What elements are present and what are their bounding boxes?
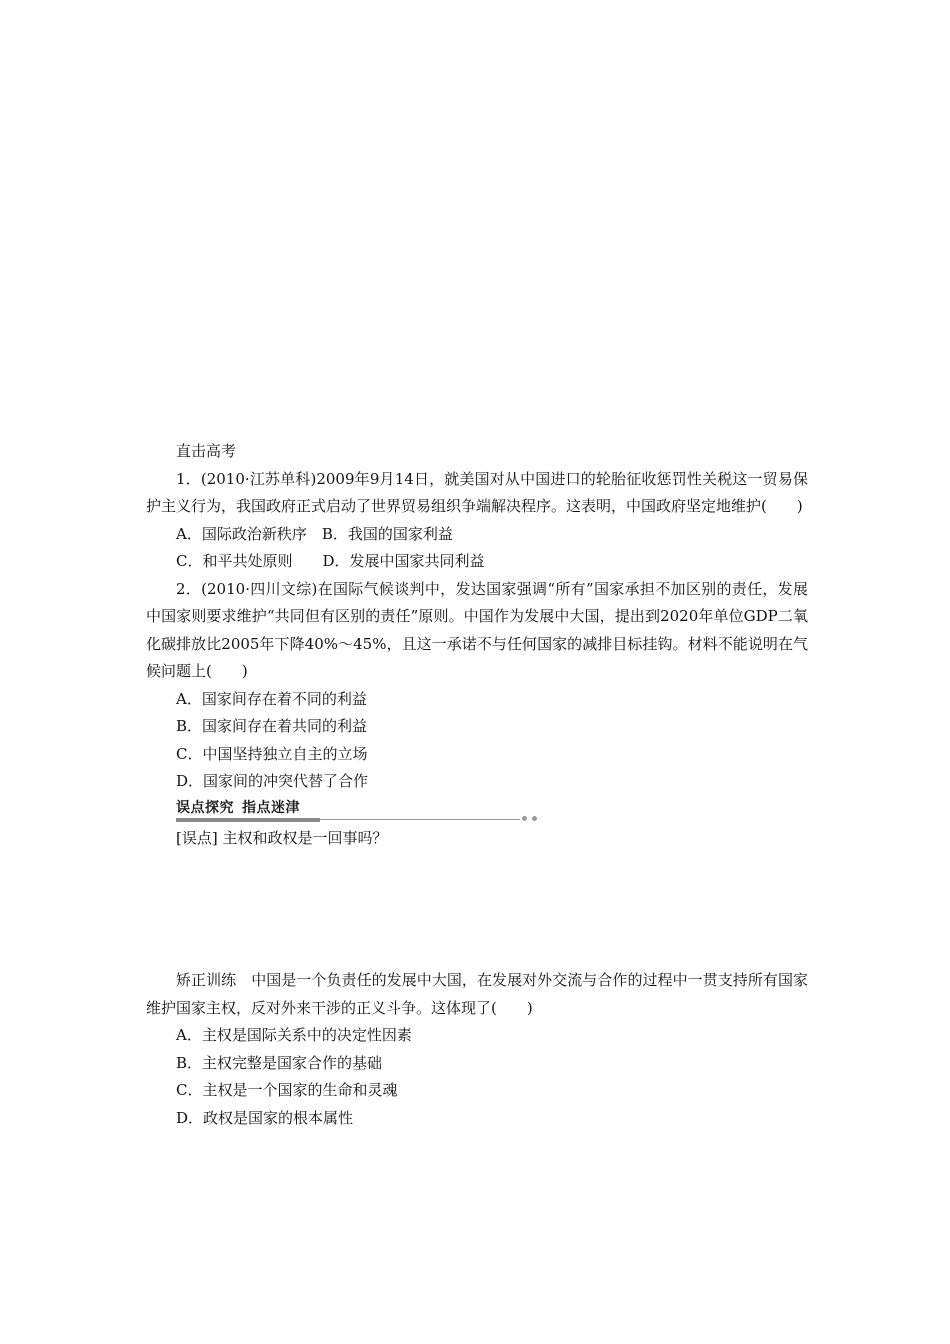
section-banner-thick-rule xyxy=(176,818,320,822)
section-banner-thin-rule xyxy=(320,819,520,820)
section-banner-title-part2: 指点迷津 xyxy=(242,799,300,816)
section-banner-title xyxy=(176,799,300,817)
section-banner-title-part1: 误点探究 xyxy=(176,799,234,816)
question-2-stem: 2．(2010·四川文综)在国际气候谈判中，发达国家强调“所有”国家承担不加区别的责任，发展中国家则要求维护“共同但有区别的责任”原则。中国作为发展中大国，提出到2020年单位GDP二氧化碳排放比2005年下降40%～45%，且这一承诺不与任何国家的减排目标挂钩。材料不能说明在气候问题上( ) xyxy=(146,579,808,680)
training-option-c: C．主权是一个国家的生命和灵魂 xyxy=(176,1081,398,1099)
training-question-stem: 矫正训练 中国是一个负责任的发展中大国，在发展对外交流与合作的过程中一贯支持所有国家维护国家主权，反对外来干涉的正义斗争。这体现了( ) xyxy=(146,971,808,1017)
blank-answer-space xyxy=(146,852,808,967)
training-option-b: B．主权完整是国家合作的基础 xyxy=(176,1053,383,1072)
question-2-option-a: A．国家间存在着不同的利益 xyxy=(176,689,367,708)
question-1-options-ab: A．国际政治新秩序 B．我国的国家利益 xyxy=(176,524,453,543)
question-1-options-cd: C．和平共处原则 D．发展中国家共同利益 xyxy=(176,552,485,570)
question-2-option-c: C．中国坚持独立自主的立场 xyxy=(176,744,368,763)
misconception-question: [误点] 主权和政权是一回事吗？ xyxy=(176,828,388,847)
question-1-stem: 1．(2010·江苏单科)2009年9月14日，就美国对从中国进口的轮胎征收惩罚性关税这一贸易保护主义行为，我国政府正式启动了世界贸易组织争端解决程序。这表明，中国政府坚定地维护( ) xyxy=(146,469,808,515)
question-2-option-d: D．国家间的冲突代替了合作 xyxy=(176,772,369,790)
question-2-option-b: B．国家间存在着共同的利益 xyxy=(176,717,368,735)
section-banner xyxy=(176,799,540,825)
section-banner-dot-icon xyxy=(522,816,527,821)
section-banner-dot-icon xyxy=(532,816,537,821)
document-body xyxy=(146,438,808,1132)
training-option-d: D．政权是国家的根本属性 xyxy=(176,1108,354,1127)
training-option-a: A．主权是国际关系中的决定性因素 xyxy=(176,1026,412,1044)
section-heading-zhiji-gaokao: 直击高考 xyxy=(176,442,237,460)
